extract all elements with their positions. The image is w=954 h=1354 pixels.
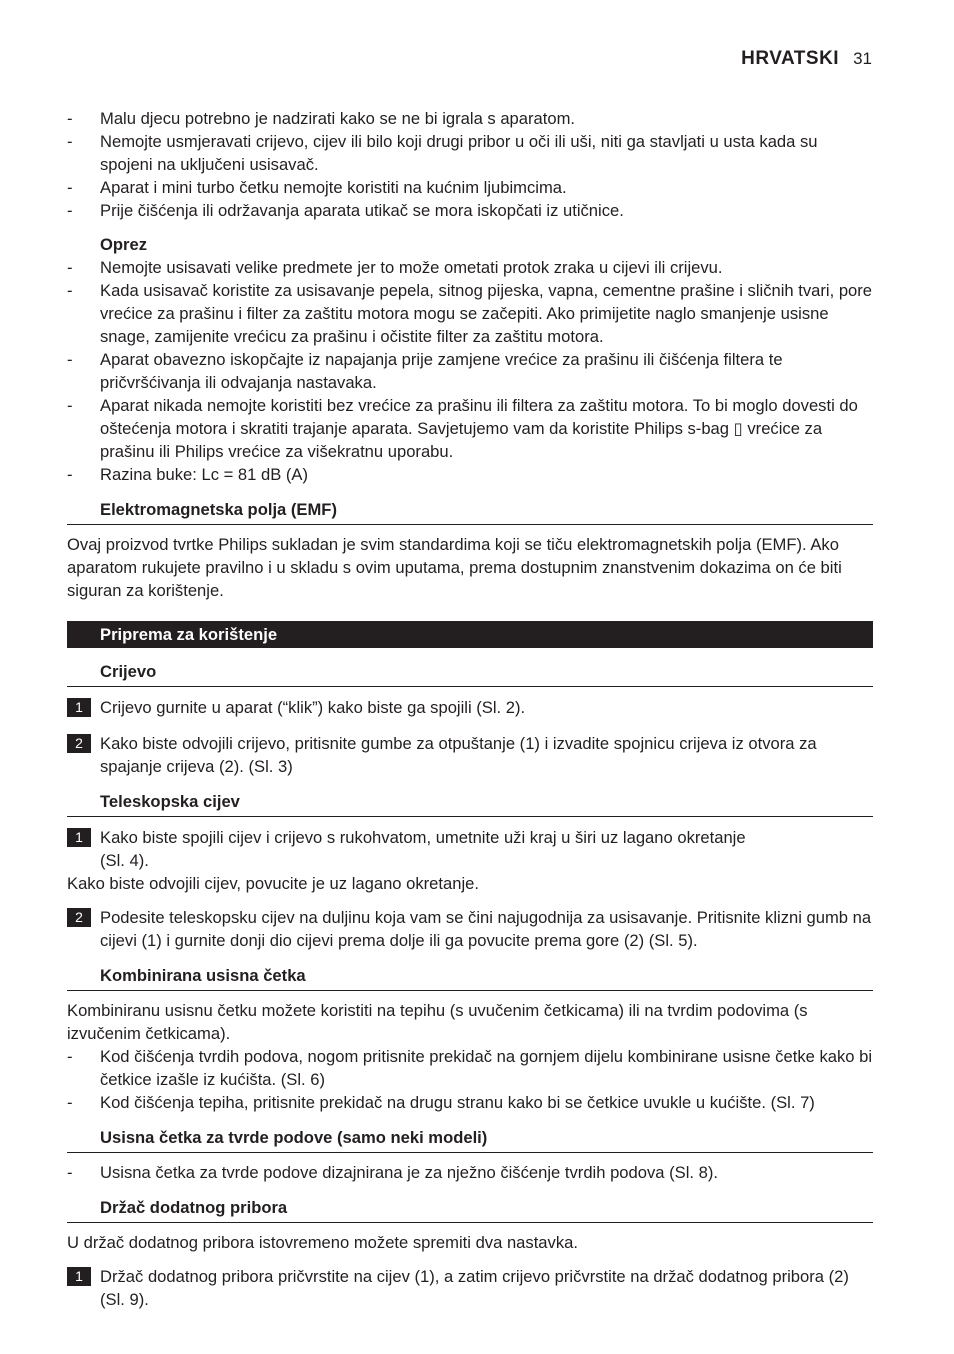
step-item [67,696,873,719]
section-heading-accessory-holder: Držač dodatnog pribora [67,1196,873,1223]
list-item: - Kada usisavač koristite za usisavanje pepela, sitnog pijeska, vapna, cementne prašine i sličnih tvari, pore vrećice za prašinu i filter za zaštitu motora mogu se začepiti. Ako primijetite naglo smanjenje usisne snage, zamijenite vrećicu za prašinu i očistite filter za zaštitu motora. [67,279,873,348]
step-text: Podesite teleskopsku cijev na duljinu koja vam se čini najugodnija za usisavanje. Pritisnite klizni gumb na cijevi (1) i gurnite donji dio cijevi prema dolje ili ga povucite prema gore (2) (Sl. 5). [100,908,872,950]
step-item [67,1265,873,1311]
step-item [67,732,873,778]
combi-intro: Kombiniranu usisnu četku možete koristiti na tepihu (s uvučenim četkicama) ili na tvrdim podovima (s izvučenim četkicama). [67,1001,808,1043]
list-item: - Kod čišćenja tepiha, pritisnite prekidač na drugu stranu kako bi se četkice uvukle u kućište. (Sl. 7) [67,1091,873,1114]
step-item [67,906,873,952]
section-heading-combi-nozzle: Kombinirana usisna četka [67,964,873,991]
step-number-badge: 1 [67,828,91,847]
list-item: - Aparat nikada nemojte koristiti bez vrećice za prašinu ili filtera za zaštitu motora. To bi moglo dovesti do oštećenja motora i skratiti trajanje aparata. Savjetujemo vam da koristite Philips s-bag ▯ vrećice za prašinu ili Philips vrećice za višekratnu uporabu. [67,394,873,463]
combi-list [67,1045,873,1114]
step-text: Kako biste odvojili crijevo, pritisnite gumbe za otpuštanje (1) i izvadite spojnicu crijeva iz otvora za spajanje crijeva (2). (Sl. 3) [100,734,817,776]
list-item: - Aparat i mini turbo četku nemojte koristiti na kućnim ljubimcima. [67,176,873,199]
list-item: - Nemojte usmjeravati crijevo, cijev ili bilo koji drugi pribor u oči ili uši, niti ga stavljati u usta kada su spojeni na uključeni usisavač. [67,130,873,176]
list-item: - Usisna četka za tvrde podove dizajnirana je za nježno čišćenje tvrdih podova (Sl. 8). [67,1161,873,1184]
step-text: Držač dodatnog pribora pričvrstite na cijev (1), a zatim crijevo pričvrstite na držač dodatnog pribora (2) (Sl. 9). [100,1267,849,1309]
section-heading-hard-floor-nozzle: Usisna četka za tvrde podove (samo neki modeli) [67,1126,873,1153]
tube-note: Kako biste odvojili cijev, povucite je uz lagano okretanje. [67,874,480,893]
caution-heading: Oprez [100,235,148,254]
warning-list [67,107,873,222]
step-number-badge: 2 [67,734,91,753]
list-item: - Prije čišćenja ili održavanja aparata utikač se mora iskopčati iz utičnice. [67,199,873,222]
step-text: Kako biste spojili cijev i crijevo s rukohvatom, umetnite uži kraj u širi uz lagano okretanje (Sl. 4). [100,828,746,870]
page-number: 31 [853,49,872,68]
list-item: - Nemojte usisavati velike predmete jer to može ometati protok zraka u cijevi ili crijevu. [67,256,873,279]
section-heading-hose: Crijevo [67,660,873,687]
hard-floor-list [67,1161,873,1184]
section-heading-tube: Teleskopska cijev [67,790,873,817]
section-heading-emf: Elektromagnetska polja (EMF) [67,498,873,525]
step-item [67,826,873,872]
chapter-bar-preparation: Priprema za korištenje [67,621,873,648]
page-content [67,107,873,1311]
list-item: - Razina buke: Lc = 81 dB (A) [67,463,873,486]
holder-intro: U držač dodatnog pribora istovremeno možete spremiti dva nastavka. [67,1233,578,1252]
caution-list [67,256,873,486]
list-item: - Aparat obavezno iskopčajte iz napajanja prije zamjene vrećice za prašinu ili čišćenja filtera te pričvršćivanja ili odvajanja nastavaka. [67,348,873,394]
list-item: - Kod čišćenja tvrdih podova, nogom pritisnite prekidač na gornjem dijelu kombinirane usisne četke kako bi četkice izašle iz kućišta. (Sl. 6) [67,1045,873,1091]
step-number-badge: 2 [67,908,91,927]
list-item: - Malu djecu potrebno je nadzirati kako se ne bi igrala s aparatom. [67,107,873,130]
page-header [741,48,872,74]
emf-paragraph: Ovaj proizvod tvrtke Philips sukladan je svim standardima koji se tiču elektromagnetskih polja (EMF). Ako aparatom rukujete pravilno i u skladu s ovim uputama, prema dostupnim znanstvenim dokazima on će biti siguran za korištenje. [67,535,842,600]
step-text: Crijevo gurnite u aparat (“klik”) kako biste ga spojili (Sl. 2). [100,698,526,717]
step-number-badge: 1 [67,698,91,717]
step-number-badge: 1 [67,1267,91,1286]
language-label: HRVATSKI [741,48,840,69]
